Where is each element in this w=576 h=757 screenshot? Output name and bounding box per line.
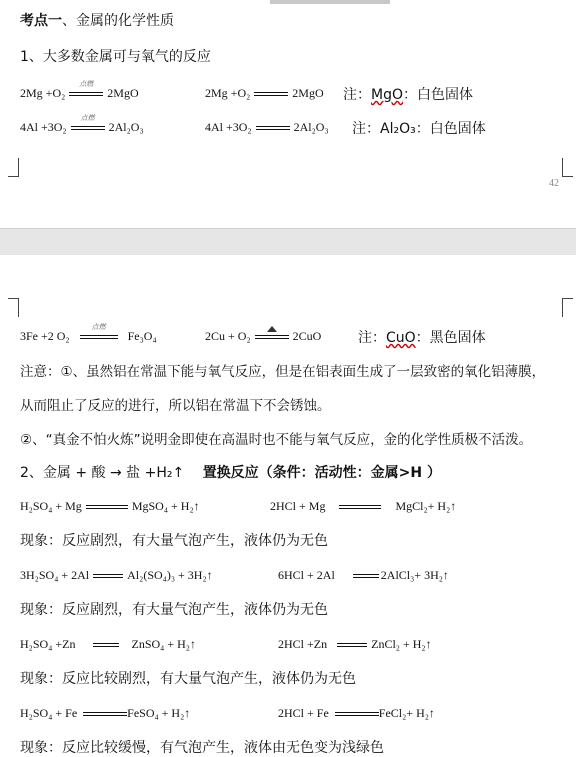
- note-formula: Al₂O₃: [380, 121, 416, 137]
- note-text: ：黑色固体: [415, 330, 486, 346]
- page-top-tab: [270, 0, 390, 4]
- equation-rhs: ZnSO₄ + H₂: [131, 637, 190, 651]
- equation-lhs: H₂SO₄ +Zn: [20, 637, 76, 651]
- document-page-1: [0, 0, 576, 228]
- attention-note-2: ②、“真金不怕火炼”说明金即使在高温时也不能与氧气反应，金的化学性质极不活泼。: [20, 432, 533, 448]
- equation-rhs: Fe₃O₄: [127, 329, 157, 343]
- equals-sign: [69, 80, 103, 99]
- equation-rhs: Al₂(SO₄)₃ + 3H₂: [127, 568, 207, 582]
- equation-rhs: MgSO₄ + H₂: [131, 499, 194, 513]
- equation-al-o2-ignite: [20, 114, 144, 135]
- equation-rhs: ZnCl₂ + H₂: [371, 637, 426, 651]
- condition-label: 点燃: [80, 114, 95, 123]
- equation-rhs: 2AlCl₃+ 3H₂: [380, 568, 443, 582]
- equation-lhs: 2Mg +O₂: [205, 86, 251, 100]
- note-prefix: 注：: [358, 330, 386, 346]
- margin-corner-mark: [8, 158, 19, 177]
- note-prefix: 注：: [343, 87, 371, 103]
- gas-arrow-icon: ↑: [193, 499, 200, 513]
- equation-rhs: 2Al₂O₃: [108, 120, 144, 134]
- equals-sign: [339, 502, 381, 512]
- equation-rhs: 2MgO: [292, 86, 324, 100]
- equation-rhs: 2CuO: [292, 329, 322, 343]
- heat-triangle-icon: [267, 326, 277, 332]
- note-text: ：白色固体: [403, 87, 473, 103]
- phenomenon-mg: 现象：反应剧烈，有大量气泡产生，液体仍为无色: [20, 533, 328, 549]
- margin-corner-mark: [8, 298, 19, 317]
- equation-rhs: FeCl₂+ H₂: [378, 706, 429, 720]
- page-gap: [0, 228, 576, 256]
- phenomenon-al: 现象：反应剧烈，有大量气泡产生，液体仍为无色: [20, 602, 328, 618]
- condition-label: 点燃: [91, 323, 106, 332]
- equals-sign: [93, 571, 123, 581]
- phenomenon-zn: 现象：反应比较剧烈，有大量气泡产生，液体仍为无色: [20, 671, 356, 687]
- equation-rhs: 2MgO: [107, 86, 139, 100]
- topic-heading-rest: 、金属的化学性质: [62, 13, 174, 29]
- equals-sign: [335, 709, 379, 719]
- equals-sign: [254, 89, 288, 99]
- equation-h2so4-fe: [20, 706, 190, 721]
- gas-arrow-icon: ↑: [189, 637, 196, 651]
- note-formula: CuO: [386, 330, 416, 346]
- equation-lhs: H₂SO₄ + Mg: [20, 499, 82, 513]
- equation-hcl-al: [278, 568, 449, 583]
- condition-label: 点燃: [79, 80, 94, 89]
- gas-arrow-icon: ↑: [184, 706, 191, 720]
- topic-heading-bold: 考点一: [20, 13, 62, 29]
- equation-hcl-zn: [278, 637, 432, 652]
- gas-arrow-icon: ↑: [450, 499, 457, 513]
- equation-lhs: 3Fe +2 O₂: [20, 329, 70, 343]
- equation-hcl-fe: [278, 706, 435, 721]
- topic-heading: [20, 10, 174, 30]
- equals-sign: [353, 571, 379, 581]
- equation-lhs: 6HCl + 2Al: [278, 568, 335, 582]
- equation-lhs: 2HCl +Zn: [278, 637, 328, 651]
- attention-note-1-line-1: 注意：①、虽然铝在常温下能与氧气反应，但是在铝表面生成了一层致密的氧化铝薄膜，: [20, 364, 546, 380]
- equals-sign: [256, 123, 290, 133]
- equals-sign: [71, 114, 105, 133]
- gas-arrow-icon: ↑: [442, 568, 449, 582]
- note-text: ：白色固体: [415, 121, 486, 137]
- equation-mg-o2-ignite: [20, 80, 139, 101]
- equation-lhs: 2HCl + Fe: [278, 706, 329, 720]
- section-2-condition: 置换反应（条件：活动性：金属>H ）: [202, 465, 442, 481]
- note-cuo: [358, 327, 486, 347]
- equals-sign: [255, 332, 289, 342]
- equation-lhs: 4Al +3O₂: [20, 120, 67, 134]
- equation-lhs: 2HCl + Mg: [270, 499, 326, 513]
- equation-rhs: 2Al₂O₃: [293, 120, 329, 134]
- equation-rhs: FeSO₄ + H₂: [127, 706, 185, 720]
- equals-sign: [83, 709, 127, 719]
- equals-sign: [86, 502, 128, 512]
- equation-h2so4-mg: [20, 499, 200, 514]
- margin-corner-mark: [562, 298, 573, 317]
- equation-cu-o2-heat: [205, 329, 321, 344]
- attention-note-1-line-2: 从而阻止了反应的进行，所以铝在常温下不会锈蚀。: [20, 398, 331, 414]
- equation-lhs: 3H₂SO₄ + 2Al: [20, 568, 90, 582]
- phenomenon-fe: 现象：反应比较缓慢，有气泡产生，液体由无色变为浅绿色: [20, 740, 384, 756]
- equation-fe-o2-ignite: [20, 323, 157, 344]
- gas-arrow-icon: ↑: [206, 568, 213, 582]
- equation-h2so4-al: [20, 568, 213, 583]
- gas-arrow-icon: ↑: [425, 637, 432, 651]
- equation-mg-o2: [205, 86, 324, 101]
- equation-hcl-mg: [270, 499, 456, 514]
- section-1-heading: 1、大多数金属可与氧气的反应: [20, 49, 211, 65]
- note-mgo: [343, 84, 473, 104]
- note-formula: MgO: [371, 87, 403, 103]
- equation-lhs: 2Mg +O₂: [20, 86, 66, 100]
- margin-corner-mark: [562, 158, 573, 177]
- note-al2o3: [352, 118, 486, 138]
- equation-al-o2: [205, 120, 329, 135]
- gas-arrow-icon: ↑: [428, 706, 435, 720]
- equation-h2so4-zn: [20, 637, 196, 652]
- equation-rhs: MgCl₂+ H₂: [395, 499, 451, 513]
- equals-sign: [337, 640, 367, 650]
- equation-lhs: 4Al +3O₂: [205, 120, 252, 134]
- page-number: 42: [549, 178, 559, 189]
- equation-lhs: 2Cu + O₂: [205, 329, 251, 343]
- equals-sign: [80, 323, 118, 342]
- equals-sign: [93, 640, 119, 650]
- section-2-heading: [20, 462, 441, 482]
- equation-lhs: H₂SO₄ + Fe: [20, 706, 78, 720]
- note-prefix: 注：: [352, 121, 380, 137]
- section-2-formula: 2、金属 + 酸 → 盐 +H₂↑: [20, 465, 185, 481]
